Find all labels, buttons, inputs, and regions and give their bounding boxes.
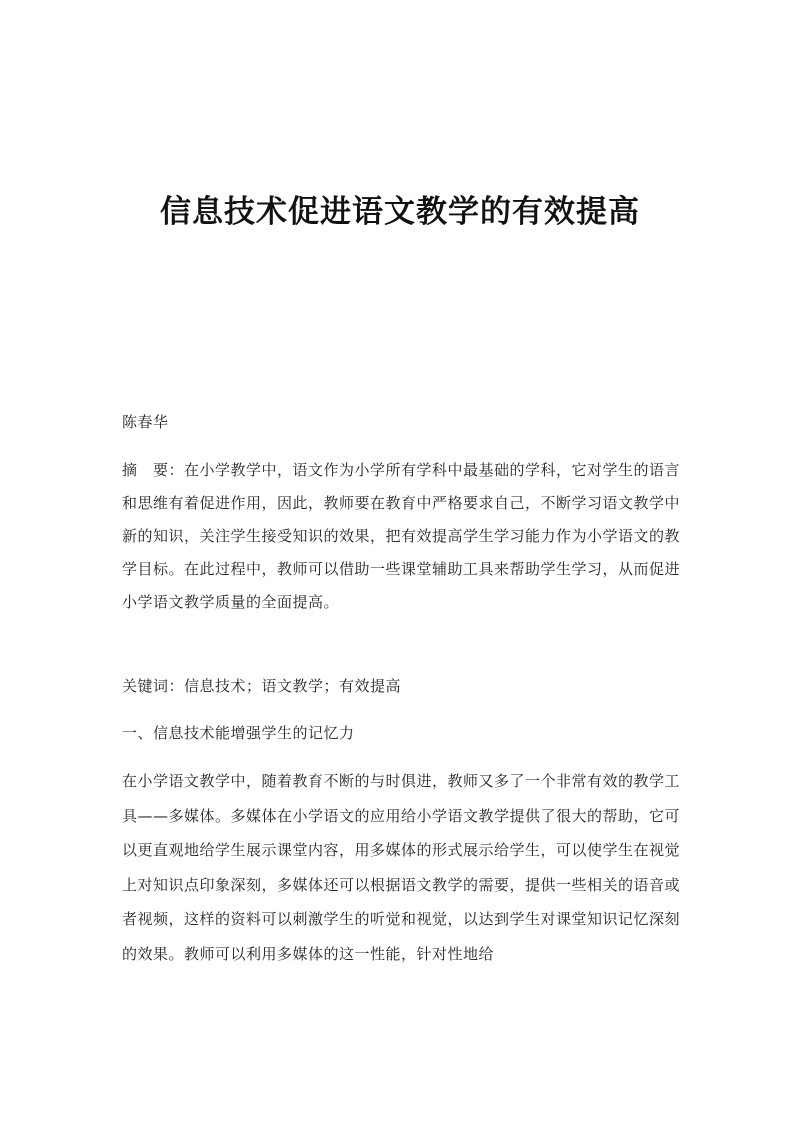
- author-name: 陈春华: [122, 413, 169, 431]
- keywords-line: 关键词：信息技术；语文教学；有效提高: [122, 677, 402, 695]
- section-heading: 一、信息技术能增强学生的记忆力: [122, 724, 355, 742]
- abstract-paragraph: 摘 要：在小学教学中，语文作为小学所有学科中最基础的学科，它对学生的语言和思维有着促进作用，因此，教师要在教育中严格要求自己，不断学习语文教学中新的知识，关注学生接受知识的效果，把有效提高学生学习能力作为小学语文的教学目标。在此过程中，教师可以借助一些课堂辅助工具来帮助学生学习，从而促进小学语文教学质量的全面提高。: [122, 461, 681, 611]
- document-title: 信息技术促进语文教学的有效提高: [160, 194, 640, 230]
- body-paragraph: 在小学语文教学中，随着教育不断的与时俱进，教师又多了一个非常有效的教学工具——多媒体。多媒体在小学语文的应用给小学语文教学提供了很大的帮助，它可以更直观地给学生展示课堂内容，用多媒体的形式展示给学生，可以使学生在视觉上对知识点印象深刻，多媒体还可以根据语文教学的需要，提供一些相关的语音或者视频，这样的资料可以刺激学生的听觉和视觉，以达到学生对课堂知识记忆深刻的效果。教师可以利用多媒体的这一性能，针对性地给: [122, 772, 681, 963]
